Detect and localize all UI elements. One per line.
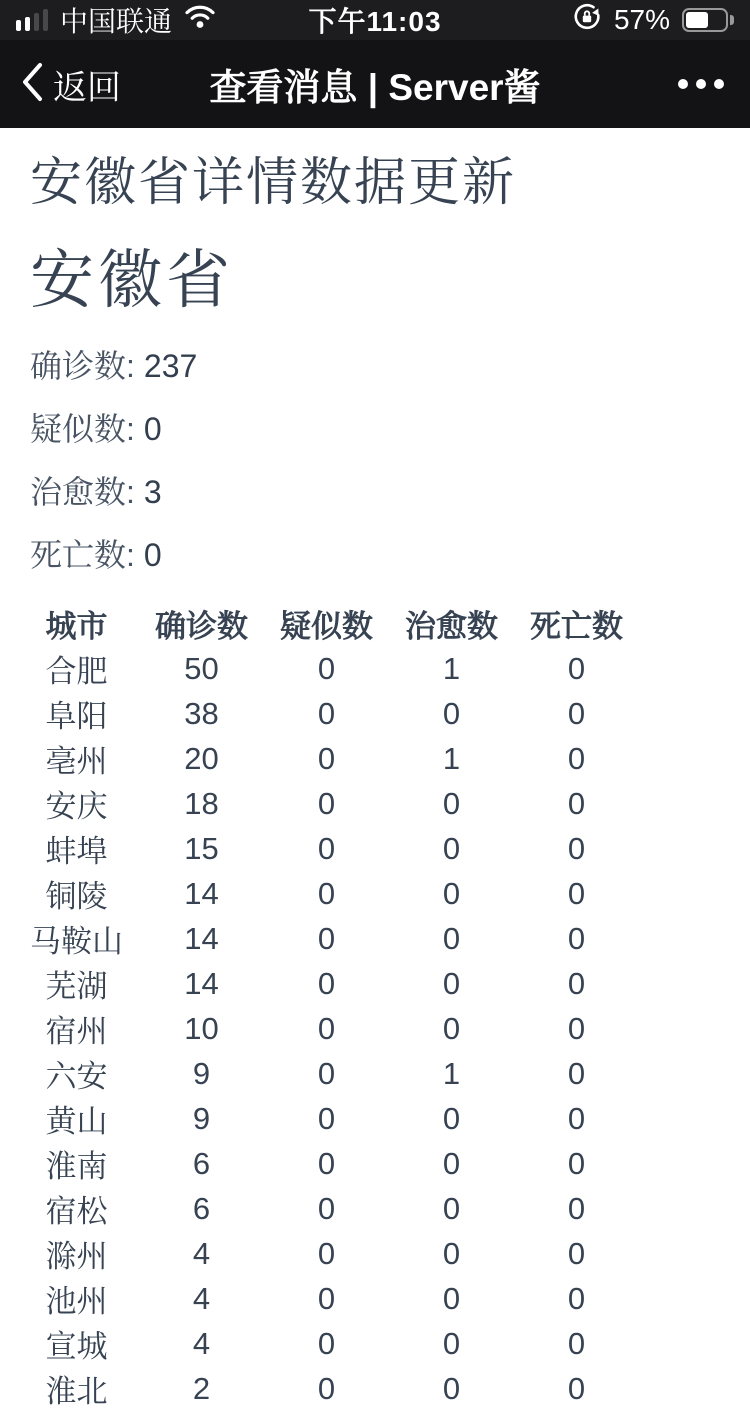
count-cell: 0	[567, 1190, 586, 1226]
city-cell: 合肥	[45, 654, 108, 689]
stat-value: 237	[143, 348, 198, 384]
status-left-group	[16, 0, 216, 40]
count-cell: 20	[184, 740, 219, 776]
wifi-icon	[184, 4, 216, 36]
city-cell: 黄山	[45, 1104, 108, 1139]
count-cell: 0	[567, 650, 586, 686]
city-cell: 宣城	[45, 1329, 108, 1364]
city-cell: 淮北	[45, 1374, 108, 1409]
page-window-title: 查看消息 | Server酱	[209, 67, 541, 108]
table-row	[14, 1096, 639, 1141]
column-header: 疑似数	[280, 609, 373, 644]
stat-label: 死亡数:	[30, 537, 135, 573]
count-cell: 1	[442, 740, 461, 776]
count-cell: 0	[567, 1145, 586, 1181]
table-row	[14, 1141, 639, 1186]
stat-label: 确诊数:	[30, 348, 135, 384]
count-cell: 0	[567, 920, 586, 956]
count-cell: 0	[567, 785, 586, 821]
column-header: 确诊数	[155, 609, 248, 644]
stat-line	[30, 412, 720, 446]
table-row	[14, 1276, 639, 1321]
count-cell: 0	[567, 1010, 586, 1046]
message-content[interactable]	[0, 153, 750, 1411]
back-button[interactable]	[20, 60, 121, 109]
table-row	[14, 961, 639, 1006]
column-header: 治愈数	[405, 609, 498, 644]
count-cell: 0	[442, 875, 461, 911]
table-row	[14, 1006, 639, 1051]
city-cell: 安庆	[45, 789, 108, 824]
count-cell: 0	[567, 1325, 586, 1361]
count-cell: 14	[184, 920, 219, 956]
count-cell: 0	[442, 785, 461, 821]
count-cell: 14	[184, 875, 219, 911]
orientation-lock-icon	[572, 2, 602, 39]
stat-value: 0	[143, 411, 162, 447]
city-cell: 亳州	[45, 744, 108, 779]
city-cell: 淮南	[45, 1149, 108, 1184]
count-cell: 0	[317, 1145, 336, 1181]
battery-percent-label: 57%	[613, 4, 670, 35]
city-cell: 蚌埠	[45, 834, 108, 869]
table-row	[14, 781, 639, 826]
count-cell: 0	[317, 1325, 336, 1361]
count-cell: 0	[442, 1235, 461, 1271]
count-cell: 0	[567, 875, 586, 911]
count-cell: 4	[192, 1235, 211, 1271]
count-cell: 1	[442, 650, 461, 686]
count-cell: 0	[317, 1370, 336, 1406]
count-cell: 0	[442, 1370, 461, 1406]
count-cell: 2	[192, 1370, 211, 1406]
city-cell: 宿松	[45, 1194, 108, 1229]
count-cell: 0	[567, 1370, 586, 1406]
count-cell: 0	[567, 1280, 586, 1316]
stat-label: 疑似数:	[30, 411, 135, 447]
count-cell: 0	[567, 740, 586, 776]
province-heading: 安徽省	[30, 244, 234, 316]
stat-value: 3	[143, 474, 162, 510]
message-title: 安徽省详情数据更新	[30, 154, 517, 212]
stat-label: 治愈数:	[30, 474, 135, 510]
count-cell: 0	[442, 695, 461, 731]
status-bar	[0, 0, 750, 40]
count-cell: 15	[184, 830, 219, 866]
count-cell: 0	[442, 1280, 461, 1316]
stat-value: 0	[143, 537, 162, 573]
count-cell: 6	[192, 1190, 211, 1226]
stat-line	[30, 349, 720, 383]
nav-bar	[0, 40, 750, 128]
battery-icon	[682, 8, 734, 32]
count-cell: 0	[317, 1280, 336, 1316]
count-cell: 0	[317, 785, 336, 821]
table-row	[14, 1231, 639, 1276]
table-header-row	[14, 601, 639, 646]
count-cell: 0	[442, 1145, 461, 1181]
count-cell: 0	[317, 1190, 336, 1226]
count-cell: 0	[317, 1100, 336, 1136]
carrier-label: 中国联通	[60, 6, 173, 37]
table-row	[14, 736, 639, 781]
table-row	[14, 826, 639, 871]
city-cell: 池州	[45, 1284, 108, 1319]
count-cell: 4	[192, 1280, 211, 1316]
count-cell: 0	[567, 830, 586, 866]
count-cell: 0	[442, 1010, 461, 1046]
stat-line	[30, 475, 720, 509]
city-cell: 六安	[45, 1059, 108, 1094]
count-cell: 0	[442, 1100, 461, 1136]
count-cell: 1	[442, 1055, 461, 1091]
count-cell: 0	[317, 650, 336, 686]
count-cell: 6	[192, 1145, 211, 1181]
count-cell: 38	[184, 695, 219, 731]
table-row	[14, 646, 639, 691]
table-row	[14, 1186, 639, 1231]
table-row	[14, 1366, 639, 1411]
count-cell: 0	[317, 1010, 336, 1046]
count-cell: 0	[442, 920, 461, 956]
count-cell: 0	[317, 875, 336, 911]
city-cell: 滁州	[45, 1239, 108, 1274]
count-cell: 10	[184, 1010, 219, 1046]
clock: 下午11:03	[308, 6, 442, 37]
table-row	[14, 871, 639, 916]
count-cell: 9	[192, 1100, 211, 1136]
count-cell: 14	[184, 965, 219, 1001]
count-cell: 0	[317, 695, 336, 731]
city-data-table	[14, 601, 639, 1411]
table-row	[14, 691, 639, 736]
status-right-group	[572, 2, 734, 39]
count-cell: 0	[317, 740, 336, 776]
count-cell: 0	[317, 1055, 336, 1091]
city-cell: 宿州	[45, 1014, 108, 1049]
count-cell: 0	[442, 965, 461, 1001]
table-body	[14, 646, 639, 1411]
count-cell: 0	[567, 695, 586, 731]
count-cell: 9	[192, 1055, 211, 1091]
cellular-signal-icon	[16, 9, 48, 31]
column-header: 城市	[45, 609, 108, 644]
count-cell: 18	[184, 785, 219, 821]
count-cell: 0	[317, 830, 336, 866]
count-cell: 0	[442, 1190, 461, 1226]
count-cell: 0	[317, 1235, 336, 1271]
table-row	[14, 1051, 639, 1096]
count-cell: 0	[442, 1325, 461, 1361]
count-cell: 0	[567, 965, 586, 1001]
count-cell: 0	[442, 830, 461, 866]
back-label: 返回	[53, 68, 121, 107]
back-chevron-icon	[20, 61, 43, 108]
province-stats	[30, 349, 720, 572]
stat-line	[30, 538, 720, 572]
city-cell: 铜陵	[45, 879, 108, 914]
battery-fill	[686, 12, 708, 28]
count-cell: 0	[567, 1055, 586, 1091]
table-row	[14, 1321, 639, 1366]
city-cell: 芜湖	[45, 969, 108, 1004]
table-row	[14, 916, 639, 961]
count-cell: 0	[317, 920, 336, 956]
column-header: 死亡数	[530, 609, 623, 644]
city-cell: 阜阳	[45, 699, 108, 734]
city-cell: 马鞍山	[30, 924, 123, 959]
count-cell: 0	[317, 965, 336, 1001]
count-cell: 0	[567, 1235, 586, 1271]
more-options-button[interactable]	[678, 69, 724, 99]
count-cell: 0	[567, 1100, 586, 1136]
count-cell: 50	[184, 650, 219, 686]
count-cell: 4	[192, 1325, 211, 1361]
